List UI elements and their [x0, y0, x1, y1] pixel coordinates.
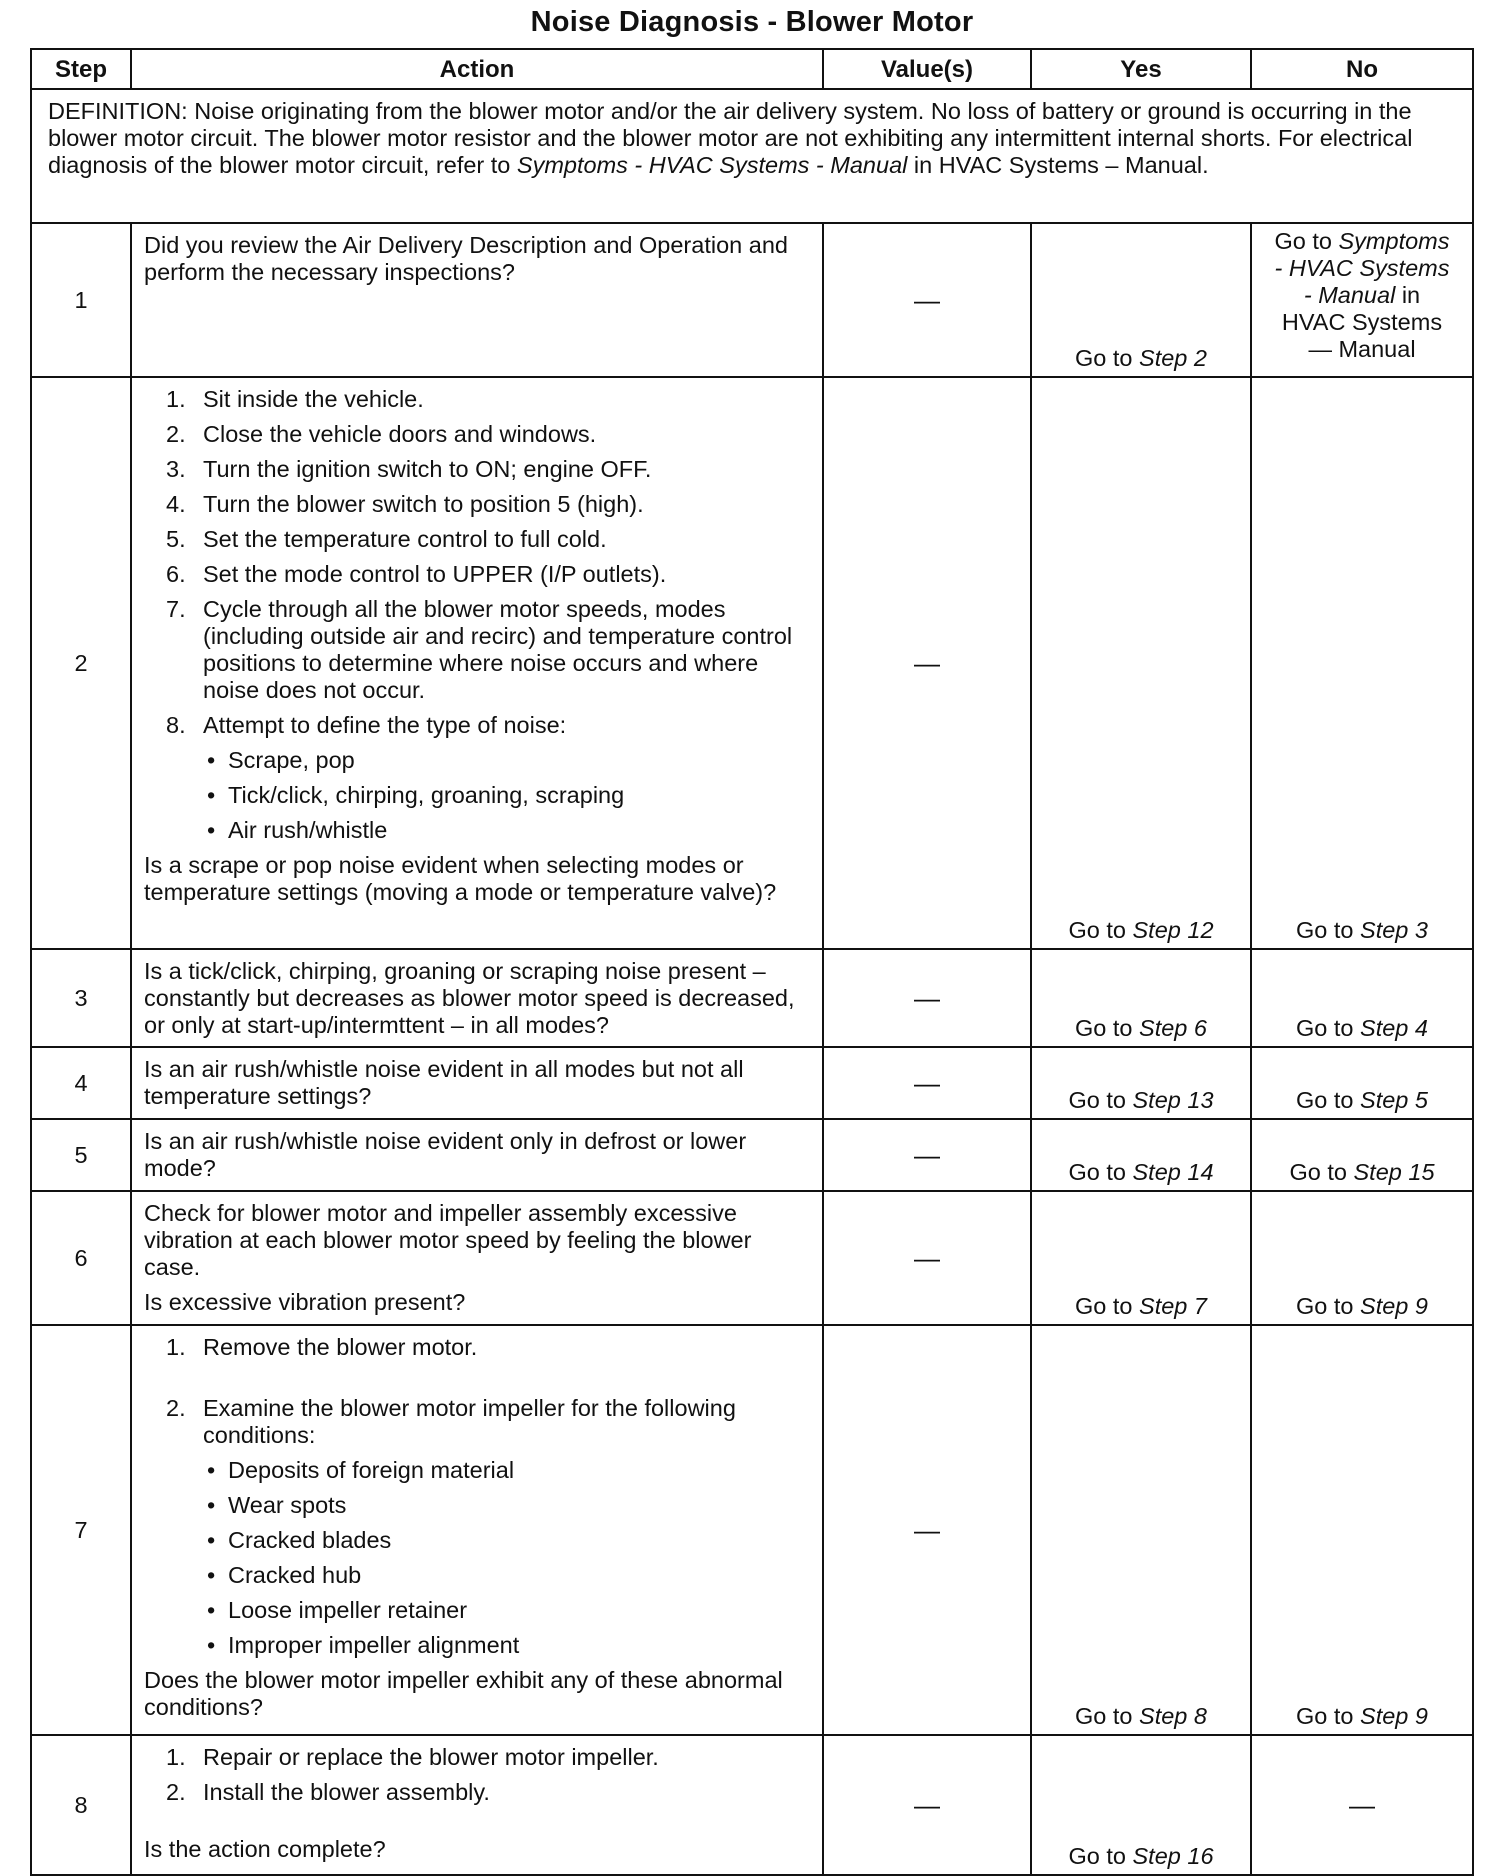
list-item: 4. Turn the blower switch to position 5 (high). [166, 491, 644, 517]
header-step: Step [31, 49, 131, 89]
action-text: Is an air rush/whistle noise evident only in defrost or lower mode? [131, 1119, 823, 1191]
header-yes: Yes [1031, 49, 1251, 89]
action-text: Check for blower motor and impeller assembly excessive vibration at each blower motor speed by feeling the blower case. [144, 1200, 752, 1280]
bullet-item: • Improper impeller alignment [203, 1632, 810, 1659]
bullet-item: • Cracked hub [203, 1562, 810, 1589]
list-item: 3. Turn the ignition switch to ON; engine OFF. [166, 456, 652, 482]
step-number: 5 [31, 1119, 131, 1191]
no-cell: Go to Step 9 [1251, 1191, 1473, 1325]
action-question: Does the blower motor impeller exhibit any of these abnormal conditions? [144, 1667, 783, 1720]
bullet-item: • Loose impeller retainer [203, 1597, 810, 1624]
step-number: 6 [31, 1191, 131, 1325]
action-cell [131, 1325, 823, 1735]
action-text: Did you review the Air Delivery Description and Operation and perform the necessary inspections? [131, 223, 823, 377]
yes-link[interactable]: Step 2 [1139, 345, 1207, 371]
bullet-item: • Tick/click, chirping, groaning, scraping [203, 782, 810, 809]
yes-link[interactable]: Step 14 [1132, 1159, 1214, 1185]
list-item: 6. Set the mode control to UPPER (I/P outlets). [166, 561, 667, 587]
yes-link[interactable]: Step 13 [1132, 1087, 1214, 1113]
action-cell [131, 1735, 823, 1875]
no-link[interactable]: Step 9 [1360, 1703, 1428, 1729]
yes-cell: Go to Step 7 [1031, 1191, 1251, 1325]
no-link[interactable]: Step 3 [1360, 917, 1428, 943]
step-number: 2 [31, 377, 131, 949]
table-row [31, 377, 1473, 949]
list-item: 1. Remove the blower motor. [166, 1334, 478, 1360]
action-question: Is excessive vibration present? [144, 1289, 466, 1315]
value-cell: — [823, 1047, 1031, 1119]
value-cell: — [823, 1119, 1031, 1191]
header-action: Action [131, 49, 823, 89]
list-item: 2. Install the blower assembly. [166, 1779, 490, 1805]
step-number: 8 [31, 1735, 131, 1875]
step-number: 4 [31, 1047, 131, 1119]
table-row [31, 1325, 1473, 1735]
yes-cell: Go to Step 2 [1031, 223, 1251, 377]
yes-cell: Go to Step 16 [1031, 1735, 1251, 1875]
list-item: 7. Cycle through all the blower motor speeds, modes (including outside air and recirc) and temperature control positions to determine where noise occurs and where noise does not occur. [166, 596, 793, 703]
step-number: 1 [31, 223, 131, 377]
yes-cell: Go to Step 14 [1031, 1119, 1251, 1191]
page-title: Noise Diagnosis - Blower Motor [530, 6, 974, 38]
yes-link[interactable]: Step 6 [1139, 1015, 1207, 1041]
bullet-item: • Wear spots [203, 1492, 810, 1519]
no-link[interactable]: Step 5 [1360, 1087, 1428, 1113]
diagnosis-table [30, 48, 1474, 1876]
no-link[interactable]: Step 15 [1353, 1159, 1435, 1185]
table-row [31, 949, 1473, 1047]
value-cell: — [823, 949, 1031, 1047]
no-link[interactable]: Symptoms [1338, 228, 1450, 254]
no-cell: — [1251, 1735, 1473, 1875]
no-link[interactable]: Step 4 [1360, 1015, 1428, 1041]
action-text: Is a tick/click, chirping, groaning or scraping noise present – constantly but decreases as blower motor speed is decreased, or only at start-up/intermttent – in all modes? [131, 949, 823, 1047]
list-item: 5. Set the temperature control to full cold. [166, 526, 607, 552]
step-number: 7 [31, 1325, 131, 1735]
yes-link[interactable]: Step 7 [1139, 1293, 1207, 1319]
action-question: Is the action complete? [144, 1836, 386, 1862]
action-question: Is a scrape or pop noise evident when selecting modes or temperature settings (moving a mode or temperature valve)? [144, 852, 777, 905]
table-row [31, 1735, 1473, 1875]
yes-link[interactable]: Step 12 [1132, 917, 1214, 943]
list-item: 8. Attempt to define the type of noise: • Scrape, pop • Tick/click, chirping, groaning, scraping • Air rush/whistle [166, 712, 810, 844]
yes-cell: Go to Step 12 [1031, 377, 1251, 949]
value-cell: — [823, 1735, 1031, 1875]
no-cell: Go to Step 5 [1251, 1047, 1473, 1119]
definition-row [31, 89, 1473, 223]
bullet-item: • Air rush/whistle [203, 817, 810, 844]
no-cell: Go to Step 9 [1251, 1325, 1473, 1735]
action-text: Is an air rush/whistle noise evident in all modes but not all temperature settings? [131, 1047, 823, 1119]
yes-link[interactable]: Step 8 [1139, 1703, 1207, 1729]
step-number: 3 [31, 949, 131, 1047]
header-no: No [1251, 49, 1473, 89]
bullet-item: • Cracked blades [203, 1527, 810, 1554]
definition-text: DEFINITION: Noise originating from the blower motor and/or the air delivery system. No loss of battery or ground is occurring in the blower motor circuit. The blower motor resistor and the blower motor are not exhibiting any intermittent internal shorts. For electrical diagnosis of the blower motor circuit, refer to Symptoms - HVAC Systems - Manual in HVAC Systems – Manual. [31, 89, 1473, 223]
value-cell: — [823, 223, 1031, 377]
no-link[interactable]: Step 9 [1360, 1293, 1428, 1319]
yes-cell: Go to Step 13 [1031, 1047, 1251, 1119]
table-row [31, 1119, 1473, 1191]
table-row [31, 1047, 1473, 1119]
table-row [31, 1191, 1473, 1325]
list-item: 1. Sit inside the vehicle. [166, 386, 424, 412]
value-cell: — [823, 1325, 1031, 1735]
table-row [31, 223, 1473, 377]
list-item: 1. Repair or replace the blower motor impeller. [166, 1744, 659, 1770]
yes-cell: Go to Step 8 [1031, 1325, 1251, 1735]
no-cell: Go to Step 4 [1251, 949, 1473, 1047]
no-cell: Go to Symptoms - HVAC Systems - Manual in HVAC Systems — Manual [1251, 223, 1473, 377]
bullet-item: • Deposits of foreign material [203, 1457, 810, 1484]
list-item: 2. Examine the blower motor impeller for the following conditions: • Deposits of foreign material • Wear spots • Cracked blades • Cracked hub • Loose impeller retainer • Improper impeller alignment [166, 1395, 810, 1659]
yes-link[interactable]: Step 16 [1132, 1843, 1214, 1869]
no-cell: Go to Step 3 [1251, 377, 1473, 949]
no-cell: Go to Step 15 [1251, 1119, 1473, 1191]
yes-cell: Go to Step 6 [1031, 949, 1251, 1047]
action-cell [131, 377, 823, 949]
header-row [31, 49, 1473, 89]
value-cell: — [823, 1191, 1031, 1325]
list-item: 2. Close the vehicle doors and windows. [166, 421, 597, 447]
header-values: Value(s) [823, 49, 1031, 89]
action-cell [131, 1191, 823, 1325]
value-cell: — [823, 377, 1031, 949]
bullet-item: • Scrape, pop [203, 747, 810, 774]
